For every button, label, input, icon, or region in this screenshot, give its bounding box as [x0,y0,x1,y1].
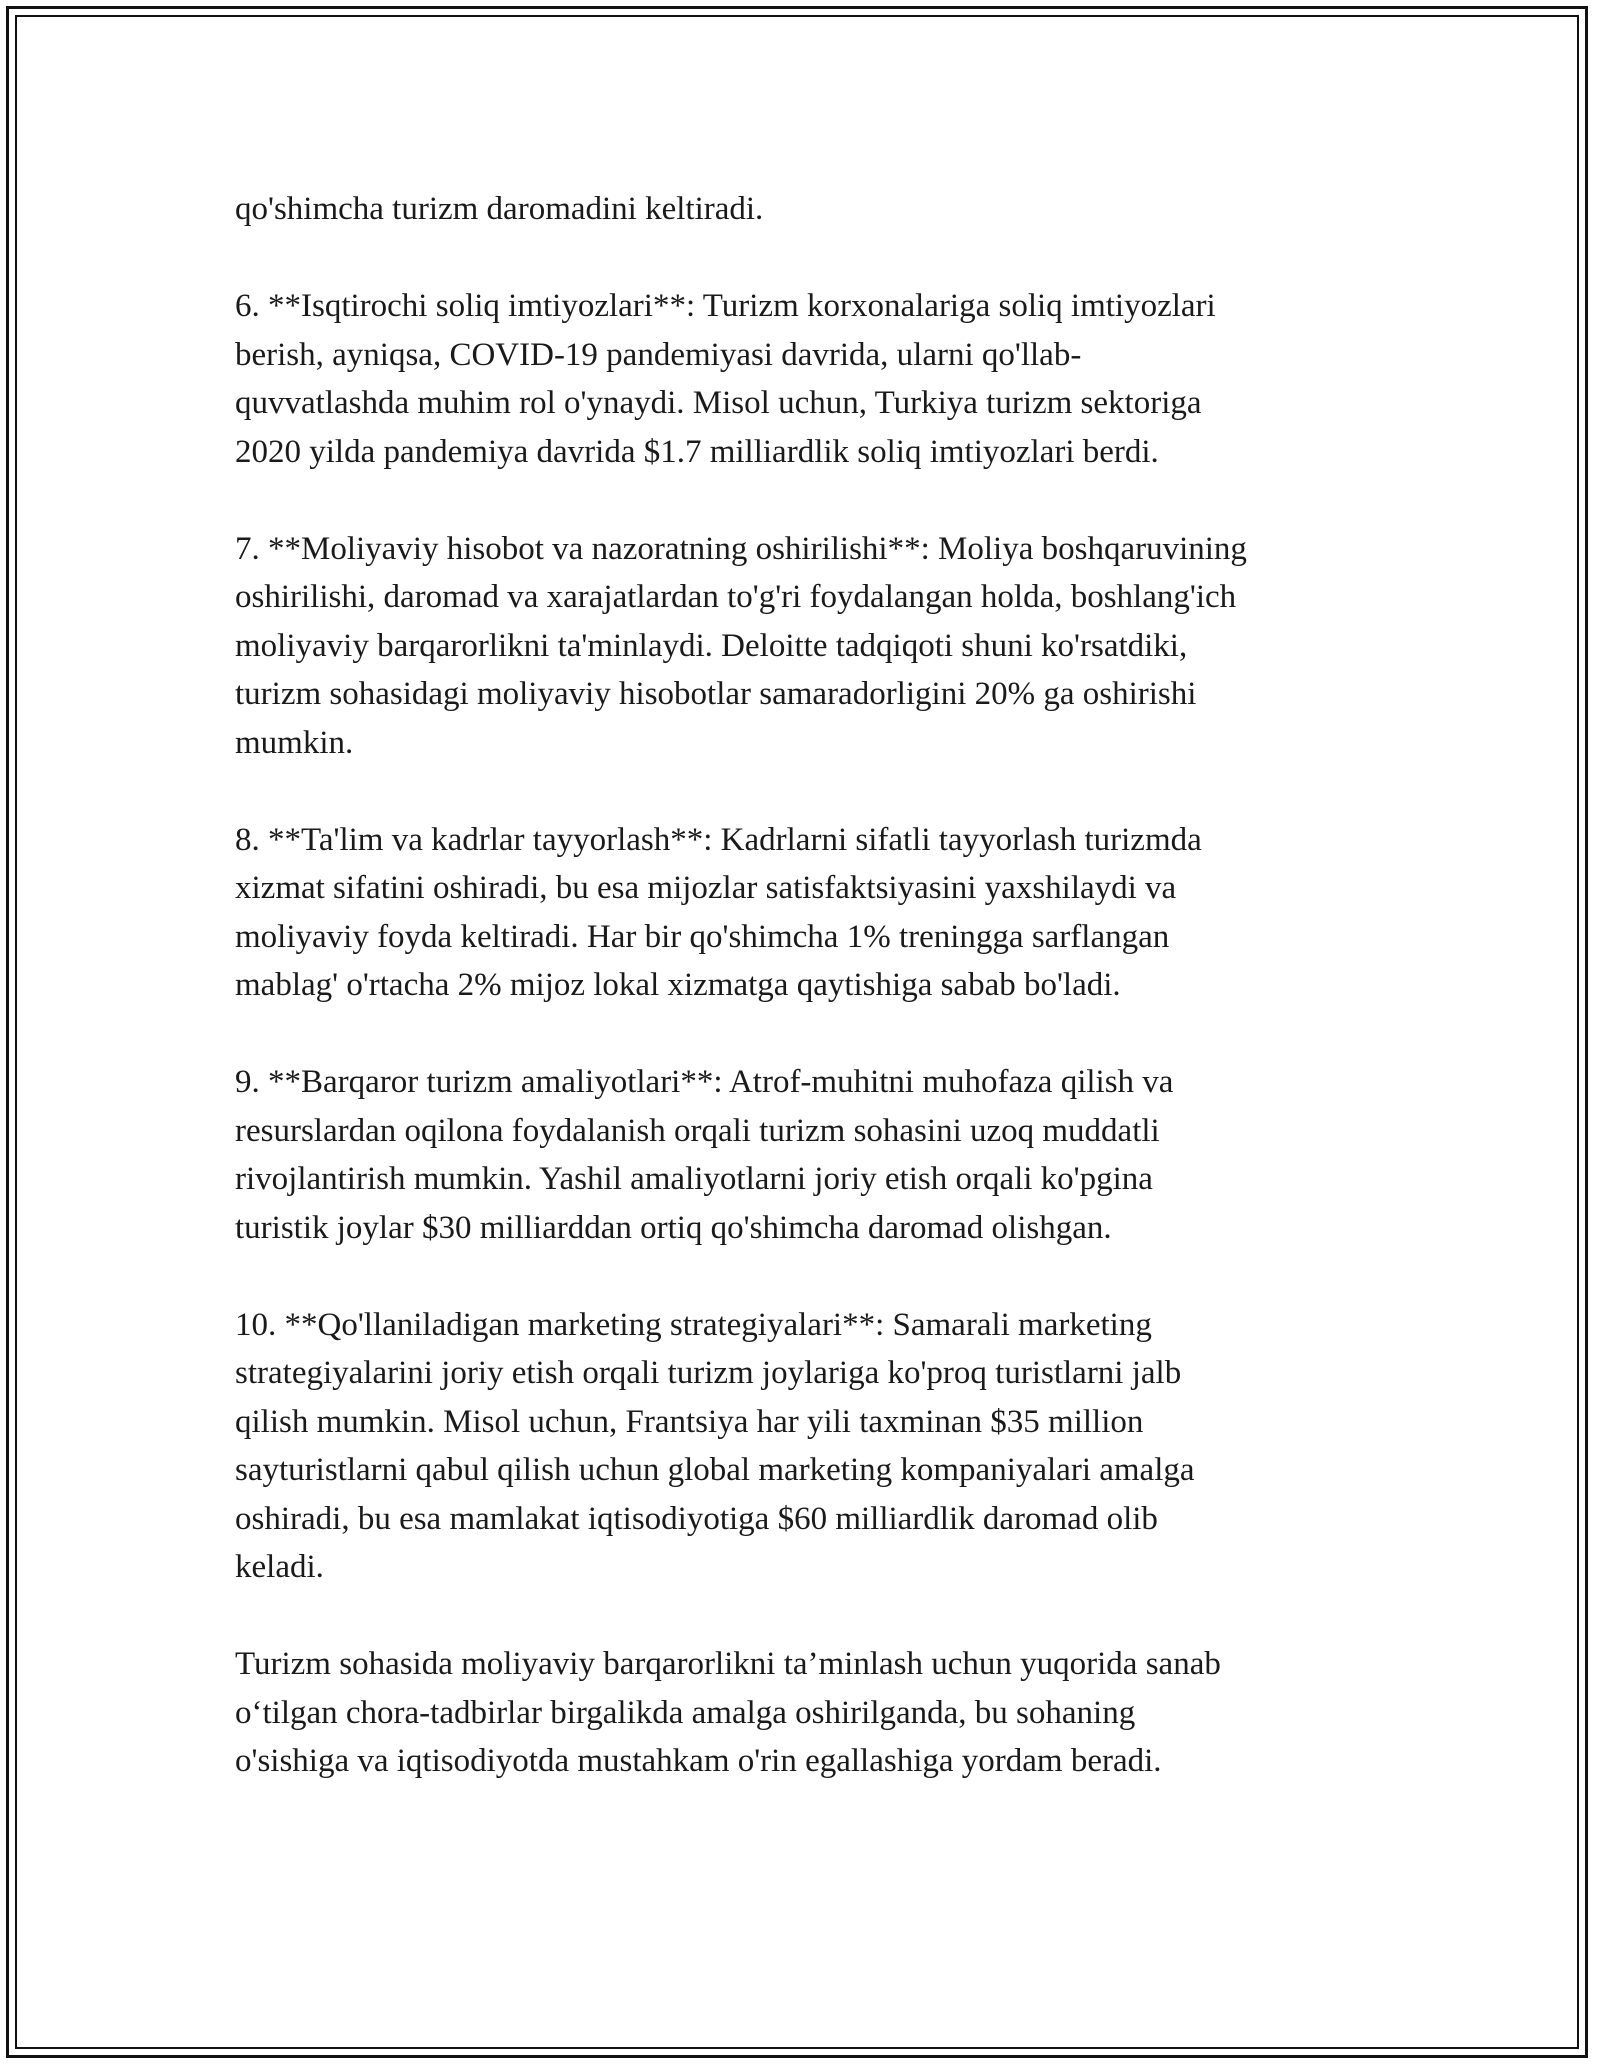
paragraph-conclusion: Turizm sohasida moliyaviy barqarorlikni ta’minlash uchun yuqorida sanab o‘tilgan chora-tadbirlar birgalikda amalga oshirilganda, bu sohaning o'sishiga va iqtisodiyotda mustahkam o'rin egallashiga yordam beradi. [235,1646,1221,1779]
paragraph-continuation: qo'shimcha turizm daromadini keltiradi. [235,191,764,227]
paragraph-item-8: 8. **Ta'lim va kadrlar tayyorlash**: Kadrlarni sifatli tayyorlash turizmda xizmat sifatini oshiradi, bu esa mijozlar satisfaktsiyasini yaxshilaydi va moliyaviy foyda keltiradi. Har bir qo'shimcha 1% treningga sarflangan mablag' o'rtacha 2% mijoz lokal xizmatga qaytishiga sabab bo'ladi. [235,821,1202,1003]
paragraph-item-7: 7. **Moliyaviy hisobot va nazoratning oshirilishi**: Moliya boshqaruvining oshirilishi, daromad va xarajatlardan to'g'ri foydalangan holda, boshlang'ich moliyaviy barqarorlikni ta'minlaydi. Deloitte tadqiqoti shuni ko'rsatdiki, turizm sohasidagi moliyaviy hisobotlar samaradorligini 20% ga oshirishi mumkin. [235,530,1247,761]
paragraph-item-6: 6. **Isqtirochi soliq imtiyozlari**: Turizm korxonalariga soliq imtiyozlari berish, ayniqsa, COVID-19 pandemiyasi davrida, ularni qo'llab- quvvatlashda muhim rol o'ynaydi. Misol uchun, Turkiya turizm sektoriga 2020 yilda pandemiya davrida $1.7 milliardlik soliq imtiyozlari berdi. [235,288,1216,470]
document-body [235,185,1385,1786]
paragraph-item-10: 10. **Qo'llaniladigan marketing strategiyalari**: Samarali marketing strategiyalarini joriy etish orqali turizm joylariga ko'proq turistlarni jalb qilish mumkin. Misol uchun, Frantsiya har yili taxminan $35 million sayturistlarni qabul qilish uchun global marketing kompaniyalari amalga oshiradi, bu esa mamlakat iqtisodiyotiga $60 milliardlik daromad olib keladi. [235,1306,1195,1585]
paragraph-item-9: 9. **Barqaror turizm amaliyotlari**: Atrof-muhitni muhofaza qilish va resurslardan oqilona foydalanish orqali turizm sohasini uzoq muddatli rivojlantirish mumkin. Yashil amaliyotlarni joriy etish orqali ko'pgina turistik joylar $30 milliarddan ortiq qo'shimcha daromad olishgan. [235,1064,1174,1246]
